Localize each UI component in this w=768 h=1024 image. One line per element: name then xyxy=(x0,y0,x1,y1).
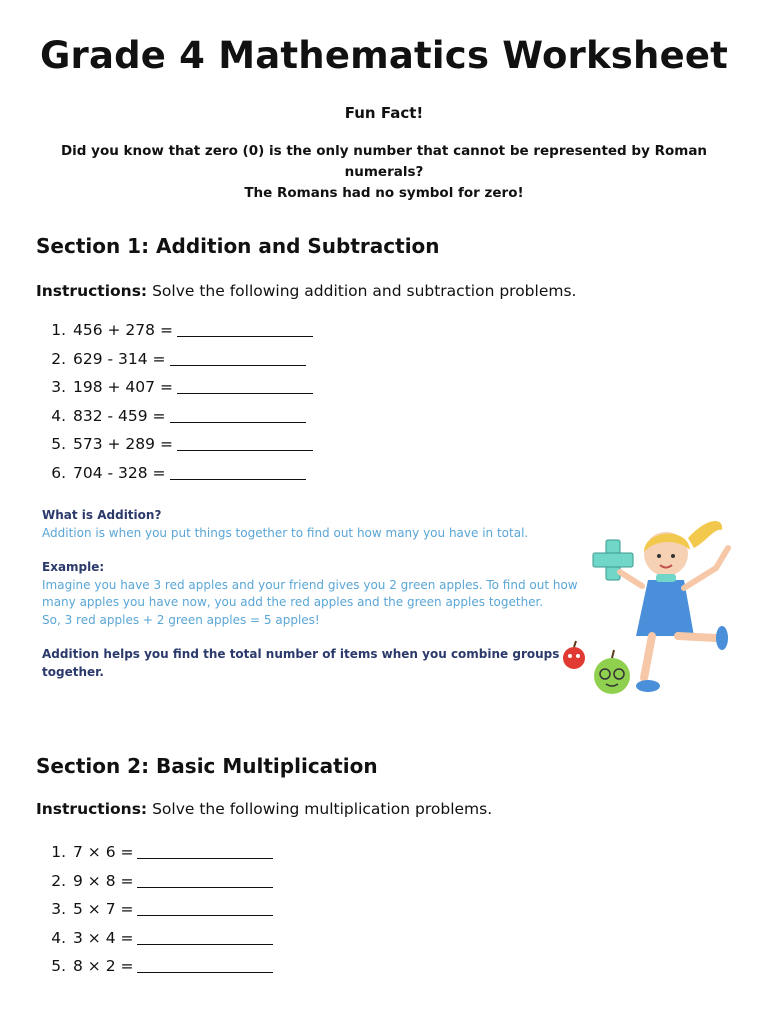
answer-blank[interactable] xyxy=(177,436,313,451)
problem-item xyxy=(36,316,313,345)
problem-number: 4. xyxy=(51,406,66,425)
answer-blank[interactable] xyxy=(137,930,273,945)
answer-blank[interactable] xyxy=(137,901,273,916)
answer-blank[interactable] xyxy=(137,844,273,859)
fun-fact-text xyxy=(30,141,738,204)
problem-number: 2. xyxy=(51,349,66,368)
example-text: Imagine you have 3 red apples and your friend gives you 2 green apples. To find out how many apples you have now, you add the red apples and the green apples together. xyxy=(42,577,578,609)
problem-item xyxy=(36,345,313,374)
problem-text: 9 × 8 = xyxy=(73,871,134,890)
what-is-addition-text: Addition is when you put things together to find out how many you have in total. xyxy=(42,525,529,540)
answer-blank[interactable] xyxy=(137,958,273,973)
fun-fact-line-2: The Romans had no symbol for zero! xyxy=(244,185,524,201)
answer-blank[interactable] xyxy=(137,873,273,888)
red-apple-icon xyxy=(563,641,585,669)
answer-blank[interactable] xyxy=(177,379,313,394)
problem-number: 1. xyxy=(51,843,66,861)
problem-text: 832 - 459 = xyxy=(73,406,166,425)
answer-blank[interactable] xyxy=(170,465,306,480)
problem-number: 3. xyxy=(51,378,66,396)
problem-text: 629 - 314 = xyxy=(73,349,166,368)
problem-text: 8 × 2 = xyxy=(73,957,134,975)
problem-number: 5. xyxy=(51,435,66,453)
fun-fact-heading: Fun Fact! xyxy=(344,104,424,122)
section-1-title: Section 1: Addition and Subtraction xyxy=(36,234,440,258)
addition-summary: Addition helps you find the total number of items when you combine groups together. xyxy=(42,647,560,679)
problem-text: 5 × 7 = xyxy=(73,900,134,918)
example-result: So, 3 red apples + 2 green apples = 5 apples! xyxy=(42,612,320,627)
girl-illustration xyxy=(556,508,746,708)
section-1-problem-list xyxy=(36,316,313,487)
problem-item xyxy=(36,459,313,488)
problem-text: 456 + 278 = xyxy=(73,321,173,339)
problem-item xyxy=(36,952,273,981)
problem-item xyxy=(36,924,273,953)
instructions-text: Solve the following addition and subtraction problems. xyxy=(147,282,577,300)
answer-blank[interactable] xyxy=(170,351,306,366)
problem-item xyxy=(36,430,313,459)
instructions-label: Instructions: xyxy=(36,800,148,818)
problem-text: 573 + 289 = xyxy=(73,435,173,453)
problem-item xyxy=(36,402,313,431)
problem-text: 3 × 4 = xyxy=(73,928,134,947)
page-title: Grade 4 Mathematics Worksheet xyxy=(39,34,729,77)
problem-number: 6. xyxy=(51,463,66,482)
section-2-problem-list xyxy=(36,838,273,981)
example-heading: Example: xyxy=(42,560,105,574)
section-1-instructions xyxy=(36,282,576,300)
fun-fact-line-1: Did you know that zero (0) is the only number that cannot be represented by Roman numerals? xyxy=(60,143,708,180)
problem-number: 5. xyxy=(51,957,66,975)
what-is-addition-heading: What is Addition? xyxy=(42,508,162,522)
addition-info-box xyxy=(42,507,582,681)
problem-text: 198 + 407 = xyxy=(73,378,173,396)
green-apple-icon xyxy=(594,650,630,694)
answer-blank[interactable] xyxy=(170,408,306,423)
problem-item xyxy=(36,373,313,402)
answer-blank[interactable] xyxy=(177,322,313,337)
section-2-title: Section 2: Basic Multiplication xyxy=(36,754,378,778)
problem-item xyxy=(36,838,273,867)
instructions-text: Solve the following multiplication problems. xyxy=(147,800,493,818)
problem-number: 3. xyxy=(51,900,66,918)
problem-text: 704 - 328 = xyxy=(73,463,166,482)
section-2-instructions xyxy=(36,800,492,818)
problem-text: 7 × 6 = xyxy=(73,843,134,861)
problem-item xyxy=(36,895,273,924)
problem-number: 4. xyxy=(51,928,66,947)
instructions-label: Instructions: xyxy=(36,282,148,300)
problem-number: 2. xyxy=(51,871,66,890)
problem-number: 1. xyxy=(51,321,66,339)
problem-item xyxy=(36,867,273,896)
